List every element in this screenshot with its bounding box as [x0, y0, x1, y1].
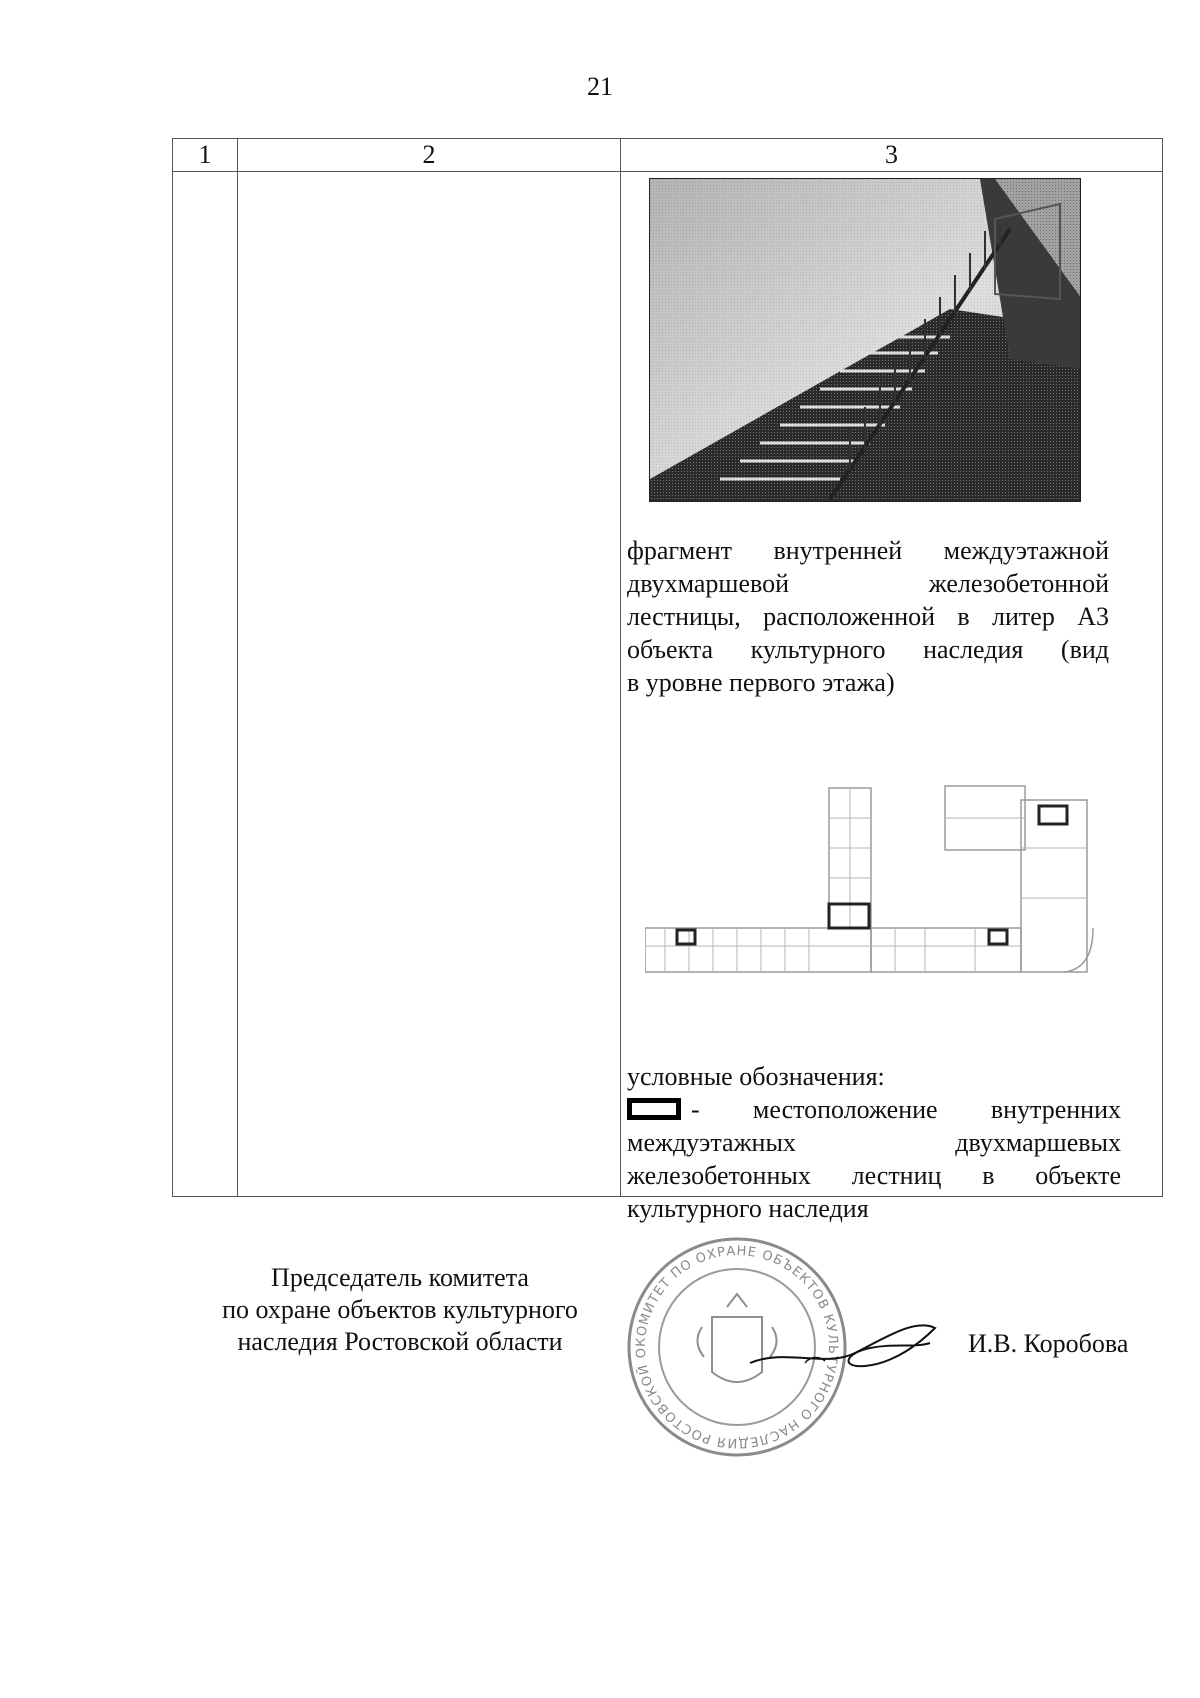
signer-name: И.В. Коробова: [968, 1329, 1129, 1358]
caption-line: лестницы, расположенной в литер А3: [627, 602, 1109, 631]
caption-line: объекта культурного наследия (вид: [627, 635, 1109, 664]
table-header-row: [173, 139, 1163, 172]
signer-title-line: Председатель комитета: [271, 1263, 529, 1292]
signer-title-line: по охране объектов культурного: [222, 1295, 578, 1324]
table-row: [173, 172, 1163, 1197]
cell-column-1: [173, 172, 238, 1197]
caption-line: двухмаршевой железобетонной: [627, 569, 1109, 598]
page-number: 21: [587, 72, 613, 101]
cell-column-2: [238, 172, 621, 1197]
legend-rectangle-icon: [627, 1098, 681, 1120]
staircase-photo: [649, 178, 1081, 502]
handwritten-signature: [745, 1308, 945, 1388]
column-header-2: 2: [238, 139, 621, 172]
signer-title-line: наследия Ростовской области: [237, 1327, 563, 1356]
signer-title: [200, 1262, 600, 1358]
legend-text: - местоположение внутренних междуэтажных двухмаршевых железобетонных лестниц в объекте культурного наследия: [627, 1095, 1121, 1223]
legend-title: условные обозначения:: [627, 1062, 885, 1091]
column-header-1: 1: [173, 139, 238, 172]
photo-caption: [627, 534, 1109, 699]
floor-plan-diagram: [645, 778, 1113, 998]
caption-line: в уровне первого этажа): [627, 668, 895, 697]
column-header-3: 3: [621, 139, 1163, 172]
document-table: [172, 138, 1163, 1223]
legend: [627, 1060, 1121, 1225]
caption-line: фрагмент внутренней междуэтажной: [627, 536, 1109, 565]
cell-column-3: [621, 172, 1163, 1223]
seal-text: КОМИТЕТ ПО ОХРАНЕ ОБЪЕКТОВ КУЛЬТУРНОГО НАСЛЕДИЯ РОСТОВСКОЙ О: [633, 1243, 841, 1451]
